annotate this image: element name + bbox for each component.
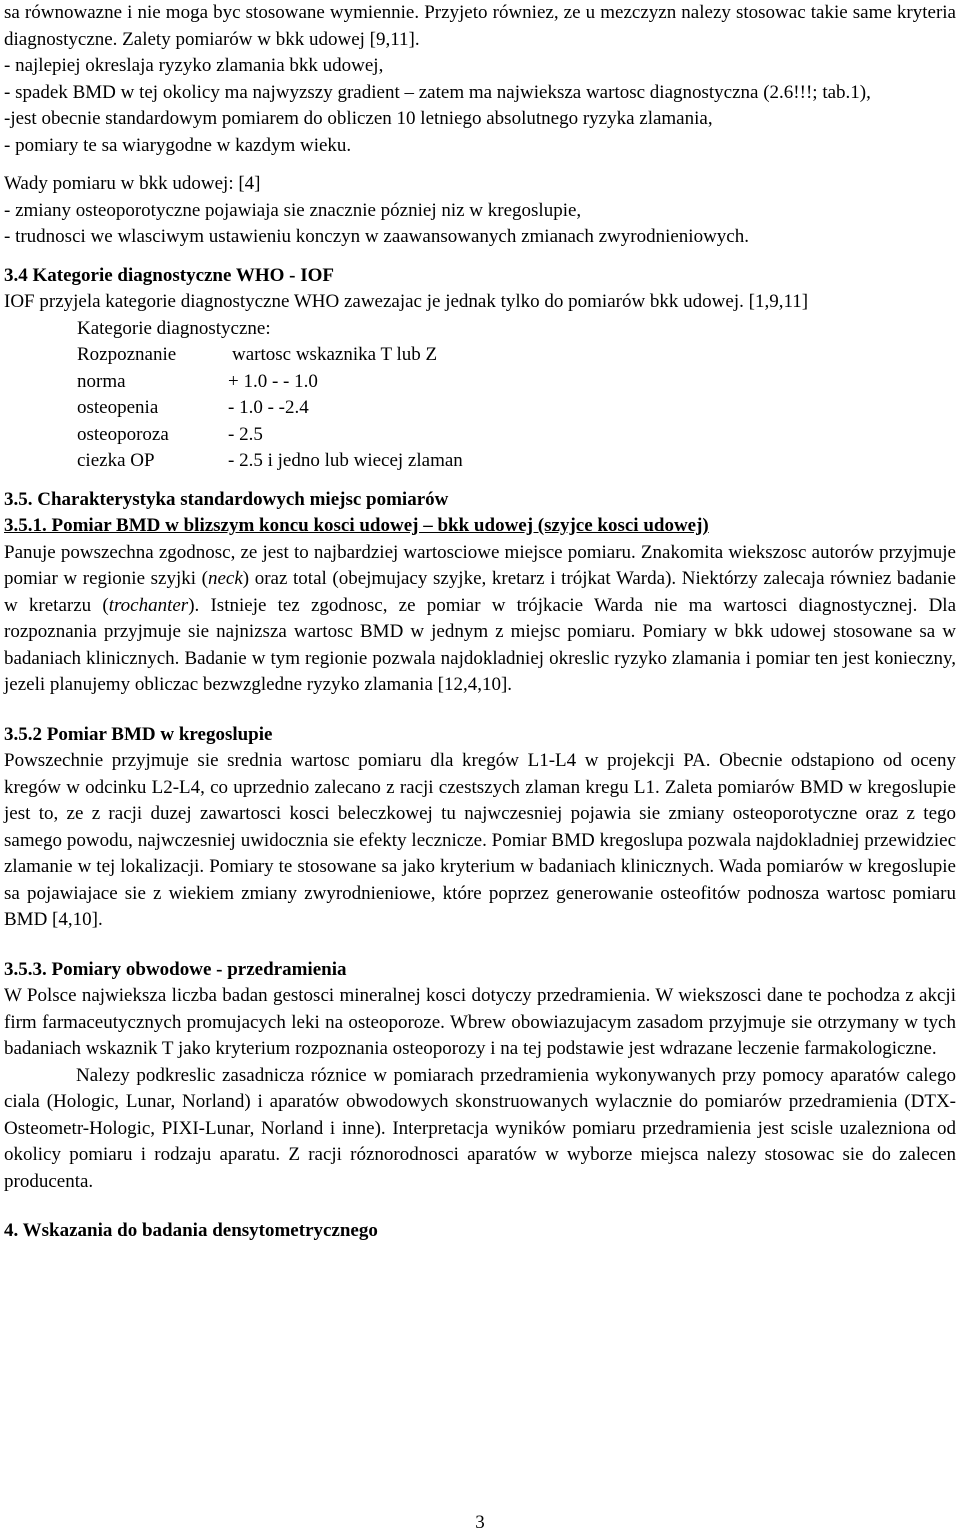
category-row [77, 342, 956, 369]
advantage-item: -jest obecnie standardowym pomiarem do obliczen 10 letniego absolutnego ryzyka zlamania, [4, 108, 713, 129]
category-row [77, 422, 956, 449]
section-3-4-text: IOF przyjela kategorie diagnostyczne WHO zawezajac je jednak tylko do pomiarów bkk udowej. [1,9,11] [4, 291, 809, 312]
section-heading-4: 4. Wskazania do badania densytometrycznego [4, 1220, 378, 1241]
diagnostic-categories [77, 316, 956, 475]
category-name: osteopenia [77, 397, 159, 418]
advantage-item: - najlepiej okreslaja ryzyko zlamania bkk udowej, [4, 55, 384, 76]
categories-title: Kategorie diagnostyczne: [77, 317, 271, 339]
category-row [77, 448, 956, 475]
section-3-5-2-text: Powszechnie przyjmuje sie srednia wartosc pomiaru dla kregów L1-L4 w projekcji PA. Obecnie odstapiono od oceny kregów w odcinku L2-L4, co uprzednio zalecano z racji czestszych zlaman kregu L1. Zaleta pomiarów BMD w kregoslupie jest to, ze z racji duzej zawartosci kosci beleczkowej tu najwczesniej pojawia sie zmiany osteoporotyczne oraz z tego samego powodu, najwczesniej uwidocznia sie efekty lecznicze. Pomiar BMD kregoslupa pozwala najdokladniej przewidziec zlamanie w tej lokalizacji. Pomiary te stosowane sa jako kryterium w badaniach klinicznych. Wada pomiarów w kregoslupie sa pojawiajace sie z wiekiem zmiany zwyrodnieniowe, które poprzez generowanie osteofitów podnosza wartosc pomiaru BMD [4,10]. [4, 750, 956, 930]
category-name: norma [77, 370, 126, 392]
category-value: - 2.5 i jedno lub wiecej zlaman [228, 450, 463, 471]
category-name: osteoporoza [77, 423, 169, 445]
intro-paragraph: sa równowazne i nie moga byc stosowane wymiennie. Przyjeto równiez, ze u mezczyzn nalezy stosowac takie same kryteria diagnostyczne. Zalety pomiarów w bkk udowej [9,11]. [4, 2, 956, 50]
disadvantage-item: - zmiany osteoporotyczne pojawiaja sie znacznie pózniej niz w kregoslupie, [4, 199, 582, 221]
section-heading-3-5-2: 3.5.2 Pomiar BMD w kregoslupie [4, 723, 273, 745]
document-page [4, 0, 956, 1245]
category-value: + 1.0 - - 1.0 [228, 370, 318, 392]
category-row [77, 369, 956, 396]
category-value: - 1.0 - -2.4 [228, 397, 309, 418]
section-3-5-3-text-2: Nalezy podkreslic zasadnicza róznice w pomiarach przedramienia wykonywanych przy pomocy aparatów calego ciala (Hologic, Lunar, Norland) i aparatów obwodowych skonstruowanych wylacznie do pomiarów przedramienia (DTX-Osteometr-Hologic, PIXI-Lunar, Norland i inne). Interpretacja wyników pomiaru przedramienia jest scisle uzalezniona od okolicy pomiaru i rodzaju aparatu. Z racji róznorodnosci aparatów w wyborze miejsca nalezy stosowac sie do zalecen producenta. [4, 1064, 956, 1192]
category-value: - 2.5 [228, 423, 263, 445]
disadvantages-title: Wady pomiaru w bkk udowej: [4] [4, 173, 261, 194]
category-value: wartosc wskaznika T lub Z [232, 344, 438, 365]
section-heading-3-5-1: 3.5.1. Pomiar BMD w blizszym koncu kosci udowej – bkk udowej (szyjce kosci udowej) [4, 515, 709, 536]
advantage-item: - spadek BMD w tej okolicy ma najwyzszy gradient – zatem ma najwieksza wartosc diagnostyczna (2.6!!!; tab.1), [4, 81, 871, 103]
page-number: 3 [475, 1512, 485, 1533]
category-name: ciezka OP [77, 450, 155, 471]
section-heading-3-4: 3.4 Kategorie diagnostyczne WHO - IOF [4, 264, 335, 286]
section-heading-3-5: 3.5. Charakterystyka standardowych miejsc pomiarów [4, 488, 449, 510]
disadvantage-item: - trudnosci we wlasciwym ustawieniu konczyn w zaawansowanych zmianach zwyrodnieniowych. [4, 226, 749, 247]
category-row [77, 395, 956, 422]
section-heading-3-5-3: 3.5.3. Pomiary obwodowe - przedramienia [4, 958, 347, 980]
category-name: Rozpoznanie [77, 344, 177, 365]
section-3-5-3-text: W Polsce najwieksza liczba badan gestosci mineralnej kosci dotyczy przedramienia. W wiekszosci dane te pochodza z akcji firm farmaceutycznych promujacych leki na osteoporoze. Wbrew obowiazujacym zasadom przyjmuje sie otrzymany w tych badaniach wskaznik T jako kryterium rozpoznania osteoporozy i na tej podstawie jest wdrazane leczenie farmakologiczne. [4, 985, 956, 1059]
advantage-item: - pomiary te sa wiarygodne w kazdym wieku. [4, 134, 352, 156]
section-3-5-1-text: Panuje powszechna zgodnosc, ze jest to najbardziej wartosciowe miejsce pomiaru. Znakomita wiekszosc autorów przyjmuje pomiar w regionie szyjki (neck) oraz total (obejmujacy szyjke, kretarz i trójkat Warda). Niektórzy zalecaja równiez badanie w kretarzu (trochanter). Istnieje tez zgodnosc, ze pomiar w trójkacie Warda nie ma wartosci diagnostycznej. Dla rozpoznania przyjmuje sie najnizsza wartosc BMD w jednym z miejsc pomiaru. Pomiary w bkk udowej stosowane sa w badaniach klinicznych. Badanie w tym regionie pozwala najdokladniej okreslic ryzyko zlamania i pomiar ten jest konieczny, jezeli planujemy obliczac bezwzgledne ryzyko zlamania [12,4,10]. [4, 541, 956, 695]
